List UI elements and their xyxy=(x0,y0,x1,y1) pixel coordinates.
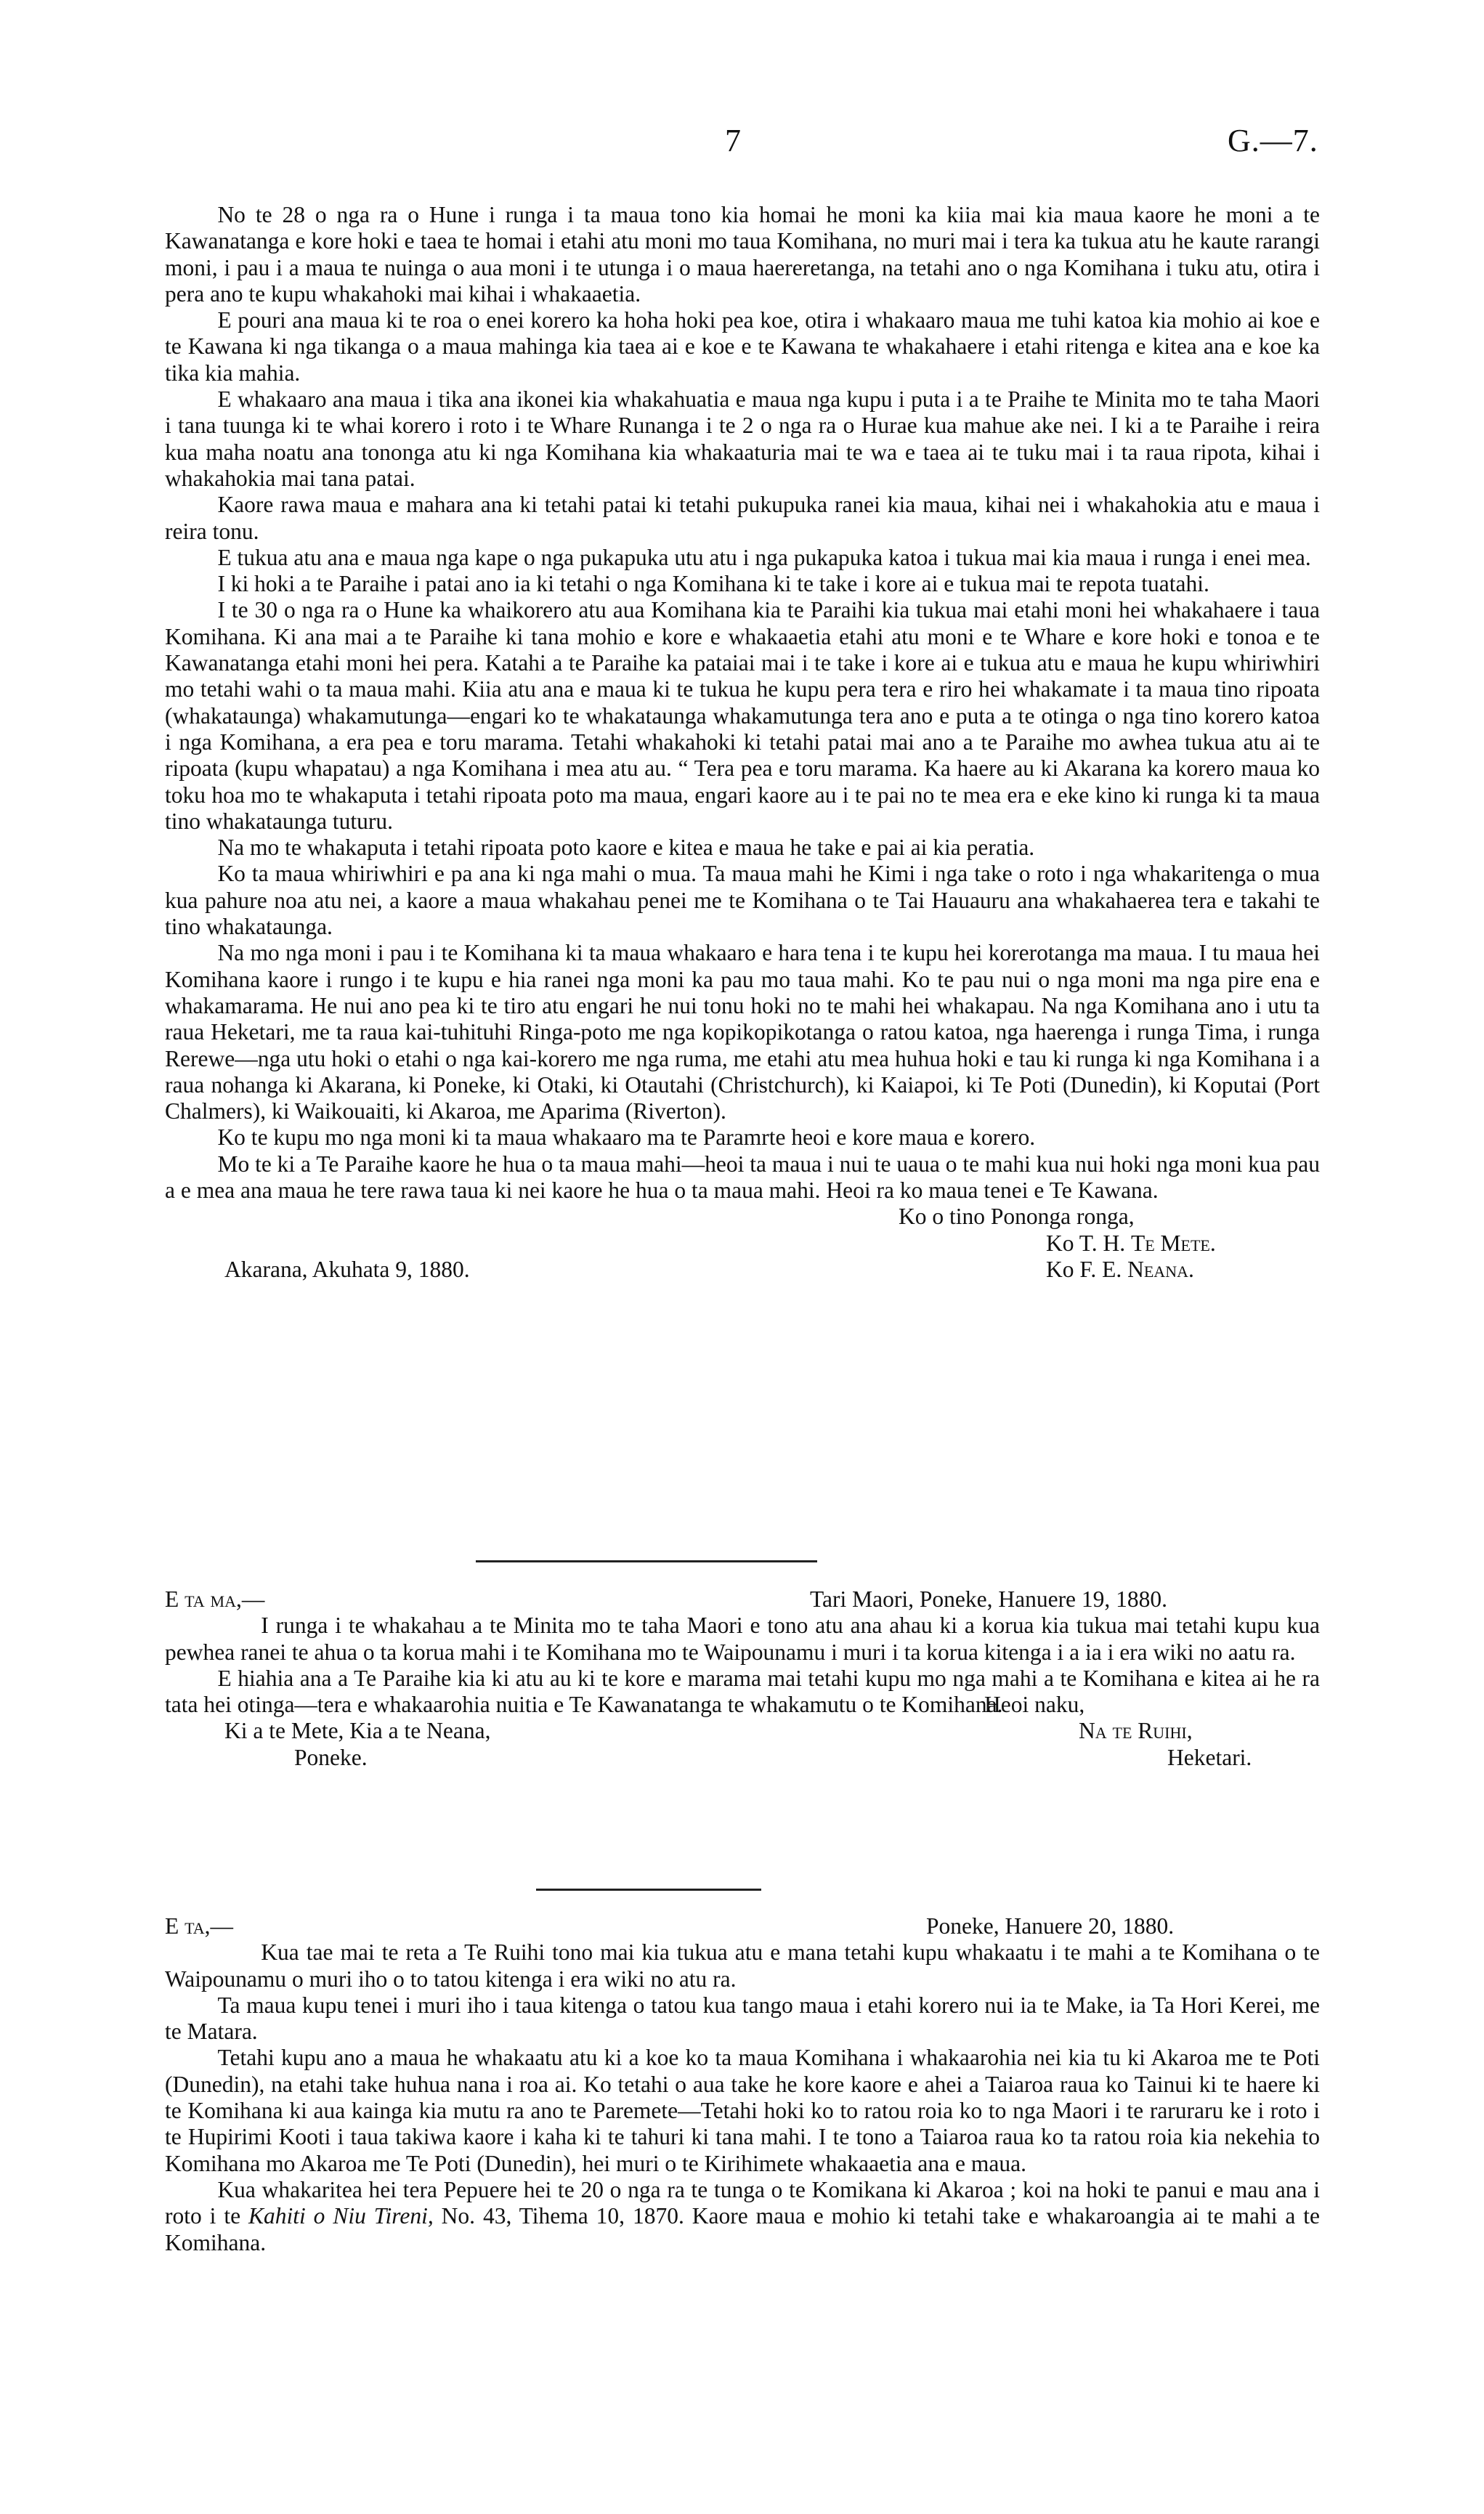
closing-line xyxy=(165,1204,1320,1230)
paragraph: Mo te ki a Te Paraihe kaore he hua o ta maua mahi—heoi ta maua i nui te uaua o te mahi kua nui hoki nga moni kua pau a e mea ana maua he tere rawa taua ki nei kaore he hua o ta maua mahi. Heoi ra ko maua tenei e Te Kawana. xyxy=(165,1151,1320,1203)
signature xyxy=(1079,1718,1193,1744)
paragraph: No te 28 o nga ra o Hune i runga i ta maua tono kia homai he moni ka kiia mai kia maua kaore he moni a te Kawanatanga e kore hoki e taea te homai i etahi atu moni mo taua Komihana, no muri mai i tera ka tukua atu he kaute rarangi moni, i pau i a maua te nuinga o aua moni i te utunga i o maua haereretanga, na tetahi ano o nga Komihana i tuku atu, otira i pera ano te kupu whakahoki mai kihai i whakaaetia. xyxy=(165,202,1320,307)
paragraph: E whakaaro ana maua i tika ana ikonei kia whakahuatia e maua nga kupu i puta i a te Praihe te Minita mo te taha Maori i tana tuunga ki te whai korero i roto i te Whare Runanga i te 2 o nga ra o Hurae kua mahue ake nei. I ki a te Paraihe i reira kua maha noatu ana tononga atu ki nga Komihana kia whakaaturia mai te wa e taea ai te tuku mai i ta raua ripota, kihai i whakahokia mai tana patai. xyxy=(165,386,1320,491)
paragraph: Ko te kupu mo nga moni ki ta maua whakaaro ma te Paramrte heoi e kore maua e korero. xyxy=(217,1124,1036,1151)
paragraph: Na mo nga moni i pau i te Komihana ki ta maua whakaaro e hara tena i te kupu hei korerotanga ma maua. I tu maua hei Komihana kaore i rungo i te kupu e hia ranei nga moni ka pau mo taua mahi. Ko te pau nui o nga moni ma nga pire ena e whakamarama. He nui ano pea ki te tiro atu engari he nui tonu hoki no te mahi hei whakapau. Na nga Komihana ano i utu ta raua Heketari, me ta raua kai-tuhituhi Ringa-poto me nga kopikopikotanga o ratou katoa, nga haerenga i runga Tima, i runga Rerewe—nga utu hoki o etahi o nga kai-korero me nga ruma, me etahi atu mea huhua hoki e tau ki runga ki nga Komihana i a raua nohanga ki Akarana, ki Poneke, ki Otaki, ki Otautahi (Christchurch), ki Kaiapoi, ki Te Poti (Dunedin), ki Koputai (Port Chalmers), ki Waikouaiti, ki Akaroa, me Aparima (Riverton). xyxy=(165,940,1320,1124)
paragraph: Ta maua kupu tenei i muri iho i taua kitenga o tatou kua tango maua i etahi korero nui ia te Make, ia Ta Hori Kerei, me te Matara. xyxy=(165,1992,1320,2045)
signature-prefix: Na te xyxy=(1079,1718,1132,1744)
paragraph-text-b: No. 43, Tihema 10, 1870. Kaore maua e mohio ki tetahi take e whakaroangia ai te mahi a te Komihana. xyxy=(165,2203,1321,2255)
letter-3-body xyxy=(165,1913,1320,2256)
signature-name: Ruihi, xyxy=(1138,1718,1193,1744)
signature-2 xyxy=(1046,1257,1194,1283)
signature-2-name: Neana. xyxy=(1127,1256,1194,1282)
addressee-line xyxy=(165,1718,1320,1744)
paragraph: I te 30 o nga ra o Hune ka whaikorero atu aua Komihana kia te Paraihi kia tukua mai etahi moni hei whakahaere i taua Komihana. Ki ana mai a te Paraihe ki tana mohio e kore e whakaaetia etahi atu moni e te Whare e kore hoki e tonoa e te Kawanatanga etahi moni hei pera. Katahi a te Paraihe ka pataiai mai i te take i kore ai e tukua atu e maua he kupu whiriwhiri mo tetahi wahi o ta maua mahi. Kiia atu ana e maua ki te tukua he kupu pera tera e riro hei whakamate i ta maua tino ripoata (whakataunga) whakamutunga—engari ko te whakataunga whakamutunga tera ano e puta a te otinga o nga tino korero katoa i nga Komihana, a era pea e toru marama. Tetahi whakahoki ki tetahi patai mai ano a te Paraihe mo awhea tukua atu ai te ripoata (kupu whapatau) a nga Komihana i mea atu au. “ Tera pea e toru marama. Ka haere au ki Akarana ka korero maua ko toku hoa mo te whakaputa i tetahi ripoata poto ma maua, engari kaore au i te pai no te mea era e eke kino ki runga ki ta maua tino whakataunga tuturu. xyxy=(165,597,1320,834)
paragraph: Tetahi kupu ano a maua he whakaatu atu ki a koe ko ta maua Komihana i whakaarohia nei kia tu ki Akaroa me te Poti (Dunedin), na etahi take huhua nana i roa ai. Ko tetahi o aua take he kore kaore e ahei a Taiaroa raua ko Tainui ki te haere ki te Komihana ki aua kainga kia mutu ra ano te Paremete—Tetahi hoki ko to ratou roia ko to nga Maori i te raruraru ke i roto i te Hupirimi Kooti i taua takiwa kaore i kaha ki te tahuri ki tana mahi. I te tono a Taiaroa raua ko ta ratou roia kia nekehia to Komihana mo Akaroa me Te Poti (Dunedin), hei muri o te Kirihimete whakaaetia ana e maua. xyxy=(165,2045,1320,2176)
signature-1-name: Te Mete. xyxy=(1130,1230,1216,1256)
paragraph: E hiahia ana a Te Paraihe kia ki atu au ki te kore e marama mai tetahi kupu mo nga mahi a te Komihana e kitea ai he ra tata hei otinga—tera e whakaarohia nuitia e Te Kawanatanga te whakamutu o te Komihana. xyxy=(165,1665,1320,1718)
signature-2-prefix: Ko F. E. xyxy=(1046,1256,1122,1282)
letter-1-body xyxy=(165,202,1320,1283)
paragraph: I runga i te whakahau a te Minita mo te taha Maori e tono atu ana ahau ki a korua kia tukua mai tetahi kupu kua pewhea ranei te ahua o ta korua mahi i te Komihana mo te Waipounamu i muri i ta korua kitenga i a ia i era wiki no aatu ra. xyxy=(165,1613,1320,1665)
paragraph: Na mo te whakaputa i tetahi ripoata poto kaore e kitea e maua he take e pai ai kia peratia. xyxy=(217,835,1035,861)
signature-line-1 xyxy=(165,1230,1320,1257)
paragraph: Kaore rawa maua e mahara ana ki tetahi patai ki tetahi pukupuka ranei kia maua, kihai nei i whakahokia atu e maua i reira tonu. xyxy=(165,492,1320,544)
paragraph: Ko ta maua whiriwhiri e pa ana ki nga mahi o mua. Ta maua mahi he Kimi i nga take o roto i nga whakaritenga o mua kua pahure noa atu nei, a kaore a maua whakahau penei me te Komihana o te Tai Hauauru ana whakahaerea tera e takahi te tino whakataunga. xyxy=(165,861,1320,940)
place-date: Poneke, Hanuere 20, 1880. xyxy=(926,1913,1175,1939)
signature-1-prefix: Ko T. H. xyxy=(1046,1230,1126,1256)
closing: Heoi naku, xyxy=(984,1692,1085,1718)
salutation: E ta ma,— xyxy=(165,1586,265,1612)
paragraph: I ki hoki a te Paraihe i patai ano ia ki tetahi o nga Komihana ki te take i kore ai e tukua mai te repota tuatahi. xyxy=(217,571,1209,597)
addressee-place-line xyxy=(165,1745,1320,1771)
place-date: Akarana, Akuhata 9, 1880. xyxy=(224,1256,470,1282)
paragraph: Kua tae mai te reta a Te Ruihi tono mai kia tukua atu e mana tetahi kupu whakaatu i te mahi a te Komihana o te Waipounamu o muri iho o to tatou kitenga i era wiki no atu ra. xyxy=(165,1939,1320,1992)
salutation: E ta,— xyxy=(165,1913,234,1939)
paragraph: E tukua atu ana e maua nga kape o nga pukapuka utu atu i nga pukapuka katoa i tukua mai kia maua i runga i enei mea. xyxy=(217,544,1311,570)
addressee-place: Poneke. xyxy=(294,1744,368,1770)
paragraph-text-a: Kua whakaritea hei tera Pepuere hei te 20 o nga ra te tunga o te Komikana ki Akaroa ; koi na hoki te panui e mau ana i roto i te xyxy=(165,2176,1320,2229)
paragraph-last xyxy=(165,2177,1320,2256)
letter-3-heading xyxy=(165,1913,1320,1939)
addressee: Ki a te Mete, Kia a te Neana, xyxy=(224,1718,491,1744)
page-number: 7 xyxy=(725,123,741,158)
divider xyxy=(536,1889,761,1891)
place-date: Tari Maori, Poneke, Hanuere 19, 1880. xyxy=(810,1586,1168,1612)
divider xyxy=(476,1560,817,1562)
closing: Ko o tino Pononga ronga, xyxy=(899,1204,1135,1230)
signature-title: Heketari. xyxy=(1167,1744,1252,1770)
gazette-title: Kahiti o Niu Tireni, xyxy=(248,2203,434,2229)
letter-2-heading xyxy=(165,1586,1320,1613)
letter-2-body xyxy=(165,1586,1320,1771)
signature-1 xyxy=(1046,1230,1216,1257)
closing-line xyxy=(165,1692,1320,1718)
signature-line-2 xyxy=(165,1257,1320,1283)
document-code: G.—7. xyxy=(1228,123,1318,158)
paragraph: E pouri ana maua ki te roa o enei korero ka hoha hoki pea koe, otira i whakaaro maua me tuhi katoa kia mohio ai koe e te Kawana ki nga tikanga o a maua mahinga kia taea ai e koe e te Kawana te whakahaere i etahi ritenga e kitea ana e koe ka tika kia mahia. xyxy=(165,307,1320,386)
